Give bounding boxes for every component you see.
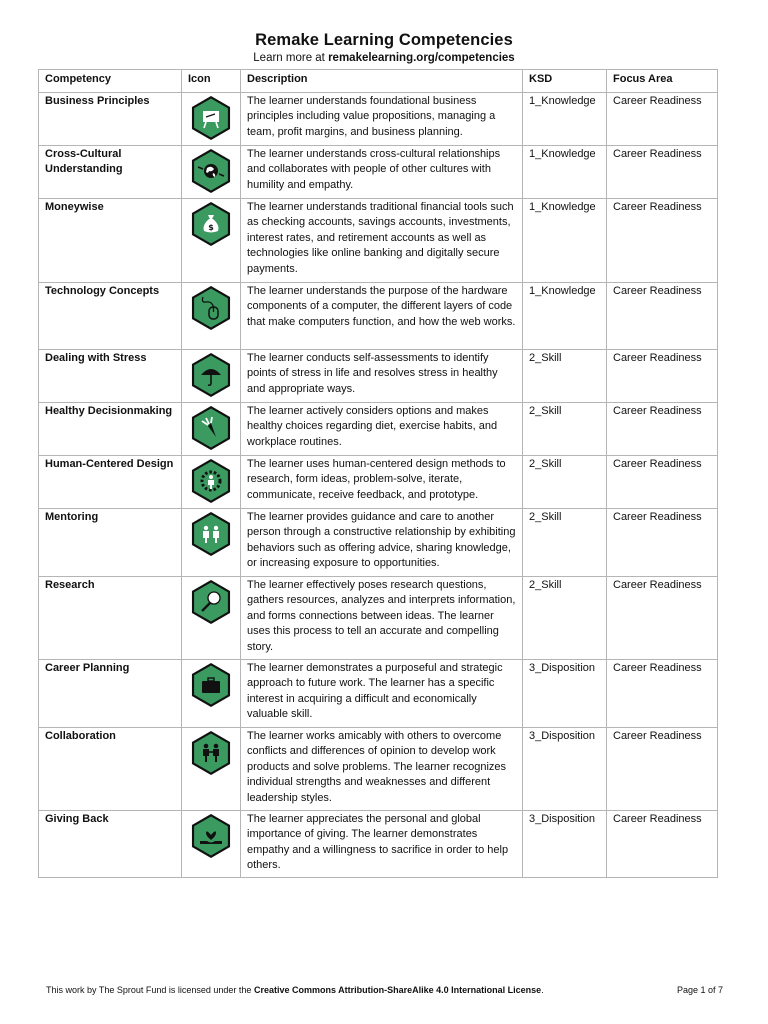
column-header-focus-area: Focus Area xyxy=(607,70,718,93)
competency-focus-area: Career Readiness xyxy=(607,456,718,509)
competency-focus-area: Career Readiness xyxy=(607,660,718,728)
table-row xyxy=(39,283,718,350)
svg-text:$: $ xyxy=(208,223,214,232)
competency-description: The learner effectively poses research questions, gathers resources, analyzes and interprets information, and forms connections between ideas. The learner uses this process to tell an accurate and compelling story. xyxy=(241,577,523,660)
competency-description: The learner actively considers options and makes healthy choices regarding diet, exercise habits, and workplace routines. xyxy=(241,403,523,456)
table-row xyxy=(39,509,718,577)
competency-ksd: 3_Disposition xyxy=(523,728,607,811)
icon-cell xyxy=(182,199,241,283)
competency-description: The learner conducts self-assessments to identify points of stress in life and resolves stress in healthy and appropriate ways. xyxy=(241,350,523,403)
competency-description: The learner understands traditional financial tools such as checking accounts, savings accounts, investments, interest rates, and retirement accounts as well as technologies like online banking and digitally secure payments. xyxy=(241,199,523,283)
table-row xyxy=(39,660,718,728)
competency-ksd: 1_Knowledge xyxy=(523,283,607,350)
table-row xyxy=(39,577,718,660)
icon-cell xyxy=(182,577,241,660)
competency-description: The learner uses human-centered design methods to research, form ideas, problem-solve, iterate, communicate, receive feedback, and prototype. xyxy=(241,456,523,509)
carrot-icon xyxy=(190,404,232,452)
presentation-board-icon xyxy=(190,94,232,142)
competency-description: The learner understands the purpose of the hardware components of a computer, the different layers of code that make computers function, and how the web works. xyxy=(241,283,523,350)
competency-ksd: 1_Knowledge xyxy=(523,93,607,146)
competency-description: The learner provides guidance and care to another person through a constructive relationship by exhibiting behaviors such as offering advice, sharing knowledge, or increasing exposure to opportunities. xyxy=(241,509,523,577)
icon-cell xyxy=(182,660,241,728)
competency-name: Career Planning xyxy=(39,660,182,728)
column-header-description: Description xyxy=(241,70,523,93)
competency-focus-area: Career Readiness xyxy=(607,283,718,350)
icon-cell xyxy=(182,283,241,350)
competency-focus-area: Career Readiness xyxy=(607,403,718,456)
competency-focus-area: Career Readiness xyxy=(607,93,718,146)
table-row xyxy=(39,403,718,456)
competency-focus-area: Career Readiness xyxy=(607,577,718,660)
competency-ksd: 3_Disposition xyxy=(523,811,607,878)
computer-mouse-icon xyxy=(190,284,232,332)
competency-focus-area: Career Readiness xyxy=(607,350,718,403)
heart-hand-icon xyxy=(190,812,232,860)
column-header-ksd: KSD xyxy=(523,70,607,93)
icon-cell xyxy=(182,350,241,403)
footer-suffix: . xyxy=(541,985,544,995)
competency-name: Cross-Cultural Understanding xyxy=(39,146,182,199)
competency-focus-area: Career Readiness xyxy=(607,728,718,811)
page-title: Remake Learning Competencies xyxy=(255,31,513,49)
table-header-row xyxy=(39,70,718,93)
competency-name: Mentoring xyxy=(39,509,182,577)
person-gear-icon xyxy=(190,457,232,505)
competency-description: The learner appreciates the personal and global importance of giving. The learner demonstrates empathy and a willingness to sacrifice in order to help others. xyxy=(241,811,523,878)
competency-name: Human-Centered Design xyxy=(39,456,182,509)
people-together-icon xyxy=(190,729,232,777)
competency-focus-area: Career Readiness xyxy=(607,146,718,199)
competency-ksd: 2_Skill xyxy=(523,350,607,403)
competency-focus-area: Career Readiness xyxy=(607,509,718,577)
column-header-icon: Icon xyxy=(182,70,241,93)
competency-name: Research xyxy=(39,577,182,660)
competency-name: Business Principles xyxy=(39,93,182,146)
icon-cell xyxy=(182,93,241,146)
two-people-icon xyxy=(190,510,232,558)
icon-cell xyxy=(182,728,241,811)
table-row xyxy=(39,146,718,199)
table-row xyxy=(39,811,718,878)
competency-ksd: 2_Skill xyxy=(523,577,607,660)
competency-description: The learner understands cross-cultural relationships and collaborates with people of other cultures with humility and empathy. xyxy=(241,146,523,199)
competency-focus-area: Career Readiness xyxy=(607,199,718,283)
license-link[interactable]: Creative Commons Attribution-ShareAlike 4.0 International License xyxy=(253,985,542,995)
competency-ksd: 2_Skill xyxy=(523,509,607,577)
table-row xyxy=(39,456,718,509)
competency-description: The learner demonstrates a purposeful and strategic approach to future work. The learner has a specific interest in acquiring a difficult and economically valuable skill. xyxy=(241,660,523,728)
competency-description: The learner understands foundational business principles including value propositions, managing a team, profit margins, and business planning. xyxy=(241,93,523,146)
magnifying-glass-icon xyxy=(190,578,232,626)
briefcase-icon xyxy=(190,661,232,709)
footer-prefix: This work by The Sprout Fund is licensed under the xyxy=(46,985,254,995)
competency-description: The learner works amicably with others to overcome conflicts and differences of opinion to develop work products and solve problems. The learner recognizes individual strengths and weaknesses and different leadership styles. xyxy=(241,728,523,811)
competency-name: Healthy Decisionmaking xyxy=(39,403,182,456)
column-header-competency: Competency xyxy=(39,70,182,93)
icon-cell xyxy=(182,509,241,577)
subtitle-link[interactable]: remakelearning.org/competencies xyxy=(328,52,515,64)
competency-ksd: 1_Knowledge xyxy=(523,146,607,199)
money-bag-icon xyxy=(190,200,232,248)
page-subtitle xyxy=(0,52,768,64)
competency-ksd: 2_Skill xyxy=(523,403,607,456)
competency-ksd: 1_Knowledge xyxy=(523,199,607,283)
license-footer xyxy=(46,985,544,995)
table-row xyxy=(39,93,718,146)
icon-cell xyxy=(182,811,241,878)
icon-cell xyxy=(182,456,241,509)
umbrella-icon xyxy=(190,351,232,399)
table-row xyxy=(39,350,718,403)
page-number: Page 1 of 7 xyxy=(676,985,723,995)
subtitle-prefix: Learn more at xyxy=(253,52,329,64)
competency-table xyxy=(38,69,718,878)
competency-name: Dealing with Stress xyxy=(39,350,182,403)
table-row xyxy=(39,728,718,811)
icon-cell xyxy=(182,146,241,199)
competency-ksd: 3_Disposition xyxy=(523,660,607,728)
competency-name: Collaboration xyxy=(39,728,182,811)
table-row xyxy=(39,199,718,283)
icon-cell xyxy=(182,403,241,456)
globe-icon xyxy=(190,147,232,195)
competency-name: Moneywise xyxy=(39,199,182,283)
competency-name: Giving Back xyxy=(39,811,182,878)
competency-focus-area: Career Readiness xyxy=(607,811,718,878)
competency-name: Technology Concepts xyxy=(39,283,182,350)
competency-ksd: 2_Skill xyxy=(523,456,607,509)
